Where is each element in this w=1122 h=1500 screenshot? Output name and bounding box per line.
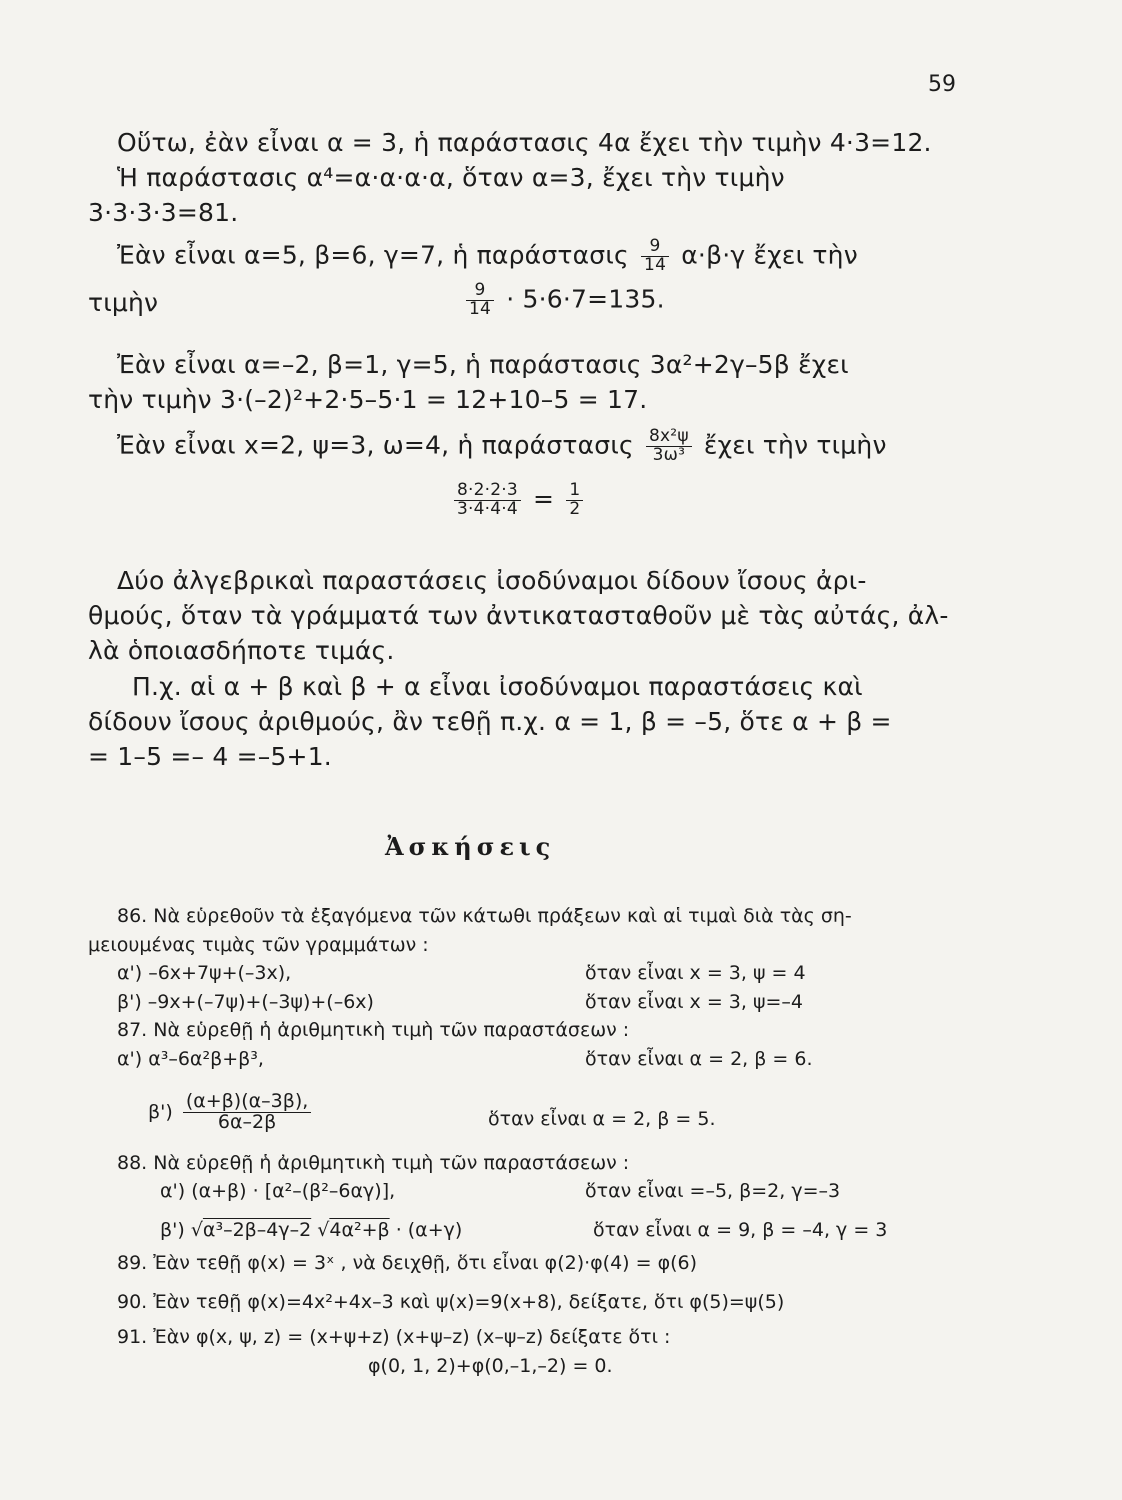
page-number: 59 xyxy=(928,72,956,97)
text-line: λὰ ὁποιασδήποτε τιμάς. xyxy=(88,636,395,665)
text-line: δίδουν ἴσους ἀριθμούς, ἂν τεθῇ π.χ. α = 1, β = –5, ὅτε α + β = xyxy=(88,707,892,736)
exercise-86-b-condition: ὅταν εἶναι x = 3, ψ=–4 xyxy=(585,991,803,1013)
exercise-87-b-condition: ὅταν εἶναι α = 2, β = 5. xyxy=(488,1108,716,1130)
exercise-86-line: μειουμένας τιμὰς τῶν γραμμάτων : xyxy=(88,934,429,956)
exercise-86-a-condition: ὅταν εἶναι x = 3, ψ = 4 xyxy=(585,962,806,984)
exercise-90: 90. Ἐὰν τεθῇ φ(x)=4x²+4x–3 καὶ ψ(x)=9(x+8), δείξατε, ὅτι φ(5)=ψ(5) xyxy=(117,1291,785,1313)
text-line xyxy=(462,282,665,319)
text-line: 3·3·3·3=81. xyxy=(88,198,239,227)
fraction xyxy=(183,1092,312,1133)
text-line xyxy=(117,428,887,465)
numerator: 1 xyxy=(566,482,583,501)
item-label: β') xyxy=(148,1100,173,1123)
text-line: Δύο ἀλγεβρικαὶ παραστάσεις ἰσοδύναμοι δίδουν ἴσους ἀρι- xyxy=(117,566,867,595)
text-fragment: Ἐὰν εἶναι α=5, β=6, γ=7, ἡ παράστασις xyxy=(117,240,629,270)
text-line xyxy=(117,238,858,275)
exercise-87-a-condition: ὅταν εἶναι α = 2, β = 6. xyxy=(585,1048,813,1070)
exercise-88-b-condition: ὅταν εἶναι α = 9, β = –4, γ = 3 xyxy=(593,1219,888,1241)
text-line: Ἡ παράστασις α⁴=α·α·α·α, ὅταν α=3, ἔχει τὴν τιμὴν xyxy=(117,163,785,192)
exercise-91-line: φ(0, 1, 2)+φ(0,–1,–2) = 0. xyxy=(368,1355,613,1377)
text-fragment: Ἐὰν εἶναι x=2, ψ=3, ω=4, ἡ παράστασις xyxy=(117,430,634,460)
exercise-89: 89. Ἐὰν τεθῇ φ(x) = 3ˣ , νὰ δειχθῇ, ὅτι εἶναι φ(2)·φ(4) = φ(6) xyxy=(117,1252,698,1274)
fraction xyxy=(466,282,494,319)
denominator: 2 xyxy=(569,498,581,519)
text-line: = 1–5 =– 4 =–5+1. xyxy=(88,742,332,771)
text-fragment: α·β·γ ἔχει τὴν xyxy=(681,240,858,270)
text-line: Π.χ. αἱ α + β καὶ β + α εἶναι ἰσοδύναμοι παραστάσεις καὶ xyxy=(132,672,863,701)
text-line: θμούς, ὅταν τὰ γράμματά των ἀντικατασταθοῦν μὲ τὰς αὐτάς, ἀλ- xyxy=(88,601,949,630)
exercise-87-b xyxy=(148,1092,315,1133)
exercise-87-a: α') α³–6α²β+β³, xyxy=(117,1048,264,1070)
text-line: τὴν τιμὴν 3·(–2)²+2·5–5·1 = 12+10–5 = 17. xyxy=(88,385,648,414)
denominator: 3ω³ xyxy=(652,444,686,465)
fraction xyxy=(646,428,692,465)
denominator: 6α–2β xyxy=(217,1110,277,1133)
numerator: 9 xyxy=(641,238,669,257)
radicand: α³–2β–4γ–2 xyxy=(202,1219,312,1241)
equation xyxy=(450,482,587,519)
numerator: 9 xyxy=(466,282,494,301)
text-fragment: · (α+γ) xyxy=(395,1219,463,1241)
exercise-88-a: α') (α+β) · [α²–(β²–6αγ)], xyxy=(160,1180,396,1202)
exercise-86-line: 86. Νὰ εὑρεθοῦν τὰ ἐξαγόμενα τῶν κάτωθι πράξεων καὶ αἱ τιμαὶ διὰ τὰς ση- xyxy=(117,905,852,927)
text-line: Ἐὰν εἶναι α=–2, β=1, γ=5, ἡ παράστασις 3α²+2γ–5β ἔχει xyxy=(117,350,849,379)
radical-sign: √ xyxy=(317,1219,330,1241)
exercise-86-b: β') –9x+(–7ψ)+(–3ψ)+(–6x) xyxy=(117,991,374,1013)
text-fragment: ἔχει τὴν τιμὴν xyxy=(703,430,887,460)
numerator: 8·2·2·3 xyxy=(454,482,521,501)
exercise-86-a: α') –6x+7ψ+(–3x), xyxy=(117,962,292,984)
fraction xyxy=(454,482,521,519)
denominator: 14 xyxy=(644,254,667,275)
item-label: β') xyxy=(160,1219,185,1241)
exercise-88-line: 88. Νὰ εὑρεθῇ ἡ ἀριθμητικὴ τιμὴ τῶν παραστάσεων : xyxy=(117,1152,630,1174)
text-fragment: τιμὴν xyxy=(88,288,159,317)
denominator: 3·4·4·4 xyxy=(457,498,518,519)
fraction xyxy=(641,238,669,275)
equals-sign: = xyxy=(533,484,555,514)
radical-sign: √ xyxy=(190,1219,203,1241)
radicand: 4α²+β xyxy=(329,1219,390,1241)
numerator: (α+β)(α–3β), xyxy=(183,1092,312,1113)
numerator: 8x²ψ xyxy=(646,428,692,447)
denominator: 14 xyxy=(469,298,492,319)
exercise-88-a-condition: ὅταν εἶναι =–5, β=2, γ=–3 xyxy=(585,1180,841,1202)
exercise-91-line: 91. Ἐὰν φ(x, ψ, z) = (x+ψ+z) (x+ψ–z) (x–ψ–z) δείξατε ὅτι : xyxy=(117,1326,671,1348)
fraction xyxy=(566,482,583,519)
text-line: Οὕτω, ἐὰν εἶναι α = 3, ἡ παράστασις 4α ἔχει τὴν τιμὴν 4·3=12. xyxy=(117,128,932,157)
exercise-87-line: 87. Νὰ εὑρεθῇ ἡ ἀριθμητικὴ τιμὴ τῶν παραστάσεων : xyxy=(117,1019,630,1041)
exercise-88-b xyxy=(160,1219,462,1241)
section-heading: Ἀσκήσεις xyxy=(385,832,556,861)
text-fragment: · 5·6·7=135. xyxy=(506,284,665,314)
